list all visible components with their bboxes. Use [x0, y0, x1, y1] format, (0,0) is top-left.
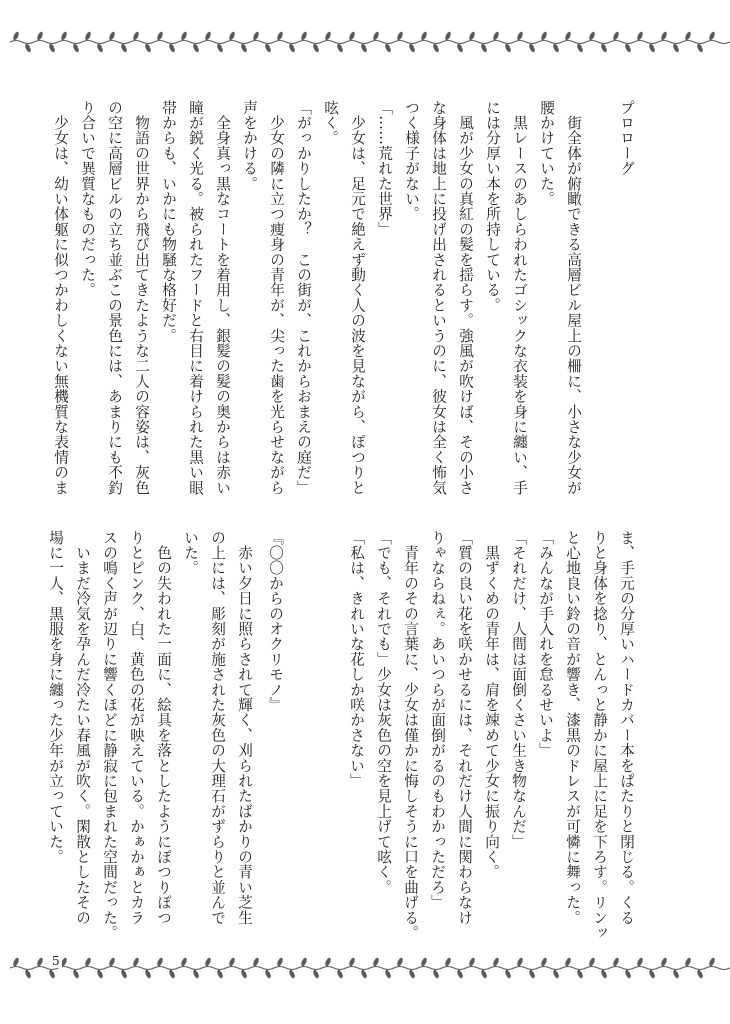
- text-line: 街全体が俯瞰できる高層ビル屋上の柵に、小さな少女が: [565, 100, 582, 496]
- upper-text-block: [52, 100, 640, 510]
- vine-leaf: [24, 969, 32, 979]
- vine-leaf: [564, 957, 572, 967]
- text-line: りゃならねぇ。あいつらが面倒がるのもわかっただろ」: [429, 530, 446, 910]
- vine-leaf: [168, 969, 176, 979]
- vine-leaf: [432, 43, 440, 53]
- vine-leaf: [672, 43, 680, 53]
- vine-leaf: [84, 957, 92, 967]
- vine-leaf: [696, 969, 704, 979]
- text-line: 瞳が鋭く光る。被られたフードと右目に着けられた黒い眼: [187, 100, 204, 496]
- vine-leaf: [492, 957, 500, 967]
- vine-leaf: [552, 969, 560, 979]
- vine-leaf: [480, 969, 488, 979]
- vine-leaf: [96, 969, 104, 979]
- vine-leaf: [396, 957, 404, 967]
- bottom-vine-border: [10, 956, 720, 980]
- vine-leaf: [300, 957, 308, 967]
- vine-leaf: [600, 43, 608, 53]
- text-line: りとピンク、白、黄色の花が映えている。かぁかぁとカラ: [128, 530, 145, 926]
- vine-leaf: [456, 43, 464, 53]
- vine-leaf: [324, 31, 332, 41]
- vine-leaf: [504, 43, 512, 53]
- text-line: 風が少女の真紅の髪を揺らす。強風が吹けば、その小さ: [457, 100, 474, 496]
- vine-leaf: [648, 43, 656, 53]
- vine-leaf: [312, 969, 320, 979]
- vine-leaf: [312, 43, 320, 53]
- text-line: 色の失われた一面に、絵具を落としたようにぽつりぽつ: [155, 530, 172, 926]
- vine-leaf: [420, 957, 428, 967]
- vine-leaf: [276, 31, 284, 41]
- text-line: 黒レースのあしらわれたゴシックな衣装を身に纏い、手: [511, 100, 528, 496]
- vine-leaf: [336, 969, 344, 979]
- vine-leaf: [156, 957, 164, 967]
- vine-leaf: [48, 43, 56, 53]
- vine-leaf: [216, 43, 224, 53]
- vine-leaf: [204, 31, 212, 41]
- vine-leaf: [396, 31, 404, 41]
- vine-leaf: [480, 43, 488, 53]
- vine-leaf: [360, 969, 368, 979]
- text-line: の上には、彫刻が施された灰色の大理石がずらりと並んで: [209, 530, 226, 926]
- vine-leaf: [708, 957, 716, 967]
- text-line: 少女は、足元で絶えず動く人の波を見ながら、ぽつりと: [349, 100, 366, 496]
- vine-leaf: [324, 957, 332, 967]
- vine-leaf: [684, 31, 692, 41]
- vine-leaf: [300, 31, 308, 41]
- vine-leaf: [372, 957, 380, 967]
- vine-leaf: [468, 957, 476, 967]
- vine-leaf: [192, 43, 200, 53]
- vine-leaf: [444, 31, 452, 41]
- vine-leaf: [372, 31, 380, 41]
- text-line: 「質の良い花を咲かせるには、それだけ人間に関わらなけ: [456, 530, 473, 926]
- text-line: 「それだけ、人間は面倒くさい生き物なんだ」: [510, 530, 527, 850]
- vine-leaf: [456, 969, 464, 979]
- vine-leaf: [36, 31, 44, 41]
- vine-leaf: [240, 43, 248, 53]
- page-number: 5: [52, 954, 60, 968]
- vine-leaf: [24, 43, 32, 53]
- vine-leaf: [588, 31, 596, 41]
- vine-leaf: [612, 957, 620, 967]
- text-line: には分厚い本を所持している。: [484, 100, 501, 313]
- vine-leaf: [288, 43, 296, 53]
- vine-leaf: [624, 43, 632, 53]
- text-line: と心地良い鈴の音が響き、漆黒のドレスが可憐に舞った。: [564, 530, 581, 926]
- vine-leaf: [516, 31, 524, 41]
- vine-leaf: [600, 969, 608, 979]
- vine-leaf: [84, 31, 92, 41]
- vine-leaf: [528, 43, 536, 53]
- text-line: 物語の世界から飛び出てきたような二人の容姿は、灰色: [133, 100, 150, 496]
- vine-leaf: [168, 43, 176, 53]
- vine-leaf: [564, 31, 572, 41]
- vine-leaf: [264, 43, 272, 53]
- vine-leaf: [384, 43, 392, 53]
- text-line: り合いで異質なものだった。: [79, 100, 96, 298]
- vine-leaf: [180, 957, 188, 967]
- vine-leaf: [360, 43, 368, 53]
- text-line: 「がっかりしたか？ この街が、これからおまえの庭だ」: [295, 100, 312, 496]
- text-line: 黒ずくめの青年は、肩を竦めて少女に振り向く。: [483, 530, 500, 880]
- vine-leaf: [444, 957, 452, 967]
- vine-leaf: [576, 969, 584, 979]
- vine-leaf: [348, 31, 356, 41]
- section-heading: 『〇〇からのオクリモノ』: [267, 530, 284, 713]
- text-line: 少女の隣に立つ痩身の青年が、尖った歯を光らせながら: [268, 100, 285, 496]
- vine-leaf: [144, 43, 152, 53]
- vine-leaf: [288, 969, 296, 979]
- vine-leaf: [552, 43, 560, 53]
- vine-ornament-bottom: [10, 956, 720, 980]
- text-line: 青年のその言葉に、少女は僅かに悔しそうに口を曲げる。: [402, 530, 419, 941]
- text-line: いた。: [182, 530, 199, 576]
- text-line: 赤い夕日に照らされて輝く、刈られたばかりの青い芝生: [236, 530, 253, 926]
- chapter-title: プロローグ: [618, 100, 635, 176]
- vine-leaf: [648, 969, 656, 979]
- vine-leaf: [96, 43, 104, 53]
- vine-ornament-top: [10, 30, 720, 54]
- vine-leaf: [576, 43, 584, 53]
- text-line: つく様子がない。: [403, 100, 420, 222]
- vine-leaf: [660, 31, 668, 41]
- vine-leaf: [192, 969, 200, 979]
- vine-leaf: [588, 957, 596, 967]
- vine-leaf: [540, 31, 548, 41]
- vine-leaf: [408, 43, 416, 53]
- vine-leaf: [384, 969, 392, 979]
- vine-leaf: [132, 31, 140, 41]
- text-line: 「みんなが手入れを怠るせいよ」: [537, 530, 554, 758]
- text-line: 場に一人、黒服を身に纏った少年が立っていた。: [47, 530, 64, 865]
- text-line: スの鳴く声が辺りに響くほどに静寂に包まれた空間だった。: [101, 530, 118, 941]
- vine-leaf: [696, 43, 704, 53]
- vine-stem: [10, 41, 730, 44]
- vine-leaf: [48, 969, 56, 979]
- vine-leaf: [132, 957, 140, 967]
- text-line: 「でも、それでも」少女は灰色の空を見上げて呟く。: [375, 530, 392, 895]
- vine-leaf: [504, 969, 512, 979]
- text-line: 呟く。: [322, 100, 339, 146]
- text-line: 全身真っ黒なコートを着用し、銀髪の髪の奥からは赤い: [214, 100, 231, 496]
- vine-leaf: [276, 957, 284, 967]
- text-line: いまだ冷気を孕んだ冷たい春風が吹く。閑散としたその: [74, 530, 91, 926]
- lower-text-block: [47, 530, 640, 941]
- vine-leaf: [120, 43, 128, 53]
- vine-leaf: [12, 957, 20, 967]
- vine-leaf: [156, 31, 164, 41]
- vine-leaf: [540, 957, 548, 967]
- vine-leaf: [636, 957, 644, 967]
- text-line: の空に高層ビルの立ち並ぶこの景色には、あまりにも不釣: [106, 100, 123, 496]
- vine-leaf: [36, 957, 44, 967]
- vine-leaf: [336, 43, 344, 53]
- vine-leaf: [264, 969, 272, 979]
- text-line: 少女は、幼い体躯に似つかわしくない無機質な表情のま: [52, 100, 69, 496]
- vine-leaf: [120, 969, 128, 979]
- vine-leaf: [672, 969, 680, 979]
- vine-leaf: [516, 957, 524, 967]
- text-line: 「……荒れた世界」: [376, 100, 393, 237]
- text-line: 「私は、きれいな花しか咲かさない」: [348, 530, 365, 789]
- vine-leaf: [240, 969, 248, 979]
- vine-leaf: [72, 43, 80, 53]
- vine-leaf: [684, 957, 692, 967]
- vine-leaf: [204, 957, 212, 967]
- vine-leaf: [72, 969, 80, 979]
- text-line: な身体は地上に投げ出されるというのに、彼女は全く怖気: [430, 100, 447, 496]
- vine-leaf: [348, 957, 356, 967]
- vine-leaf: [228, 31, 236, 41]
- vine-leaf: [228, 957, 236, 967]
- vine-leaf: [108, 31, 116, 41]
- vine-leaf: [60, 31, 68, 41]
- vine-leaf: [108, 957, 116, 967]
- vine-leaf: [492, 31, 500, 41]
- vine-stem: [10, 967, 730, 970]
- vine-leaf: [408, 969, 416, 979]
- text-line: 帯からも、いかにも物騒な格好だ。: [160, 100, 177, 344]
- text-line: 腰かけていた。: [538, 100, 555, 207]
- text-line: ま、手元の分厚いハードカバー本をぱたりと閉じる。くる: [618, 530, 635, 926]
- vine-leaf: [252, 31, 260, 41]
- vine-leaf: [636, 31, 644, 41]
- vine-leaf: [180, 31, 188, 41]
- vine-leaf: [252, 957, 260, 967]
- vine-leaf: [624, 969, 632, 979]
- vine-leaf: [144, 969, 152, 979]
- vine-leaf: [528, 969, 536, 979]
- vine-leaf: [216, 969, 224, 979]
- text-line: りと身体を捻り、とんっと静かに屋上に足を下ろす。リンッ: [591, 530, 608, 941]
- vine-leaf: [432, 969, 440, 979]
- vine-leaf: [612, 31, 620, 41]
- vine-leaf: [420, 31, 428, 41]
- vine-leaf: [660, 957, 668, 967]
- top-vine-border: [10, 30, 720, 54]
- vine-leaf: [12, 31, 20, 41]
- vine-leaf: [708, 31, 716, 41]
- text-line: 声をかける。: [241, 100, 258, 192]
- vine-leaf: [468, 31, 476, 41]
